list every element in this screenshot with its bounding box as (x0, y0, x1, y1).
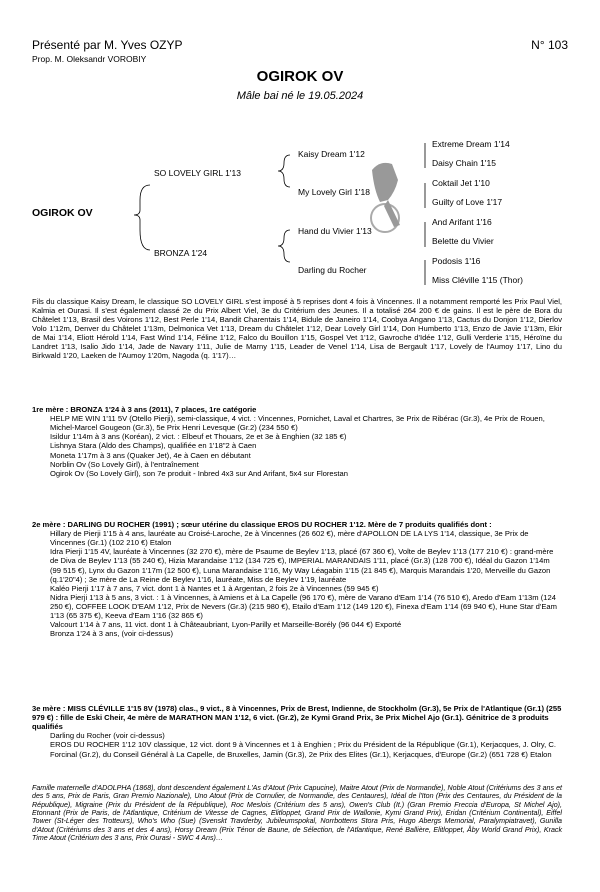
bracket-dam (278, 230, 290, 262)
pedigree-ggp-1: Extreme Dream 1'14 (432, 139, 510, 149)
third-dam-line: Darling du Rocher (voir ci-dessus) (50, 731, 165, 741)
horse-description: Mâle bai né le 19.05.2024 (236, 90, 364, 102)
lot-number: N° 103 (531, 38, 568, 52)
second-dam-line: Valcourt 1'14 à 7 ans, 11 vict. dont 1 à Châteaubriant, Lyon-Parilly et Marseille-Borély (96 044 €) Exporté (50, 620, 402, 630)
pedigree-sire: SO LOVELY GIRL 1'13 (154, 168, 241, 178)
bracket-sire (278, 155, 290, 187)
bracket-subject (134, 185, 150, 250)
horse-name: OGIROK OV (256, 68, 344, 85)
presenter-name: Présenté par M. Yves OZYP (32, 38, 183, 52)
sulky-icon (371, 163, 400, 232)
pedigree-subject: OGIROK OV (32, 207, 93, 219)
sire-paragraph: Fils du classique Kaisy Dream, le classique SO LOVELY GIRL s'est imposé à 5 reprises dont 4 fois à Vincennes. Il a notamment remporté les Prix Paul Viel, Kalmia et Ourasi. Il s'est également classé 2e du Prix Albert Viel, 3e du Critérium des Jeunes. Il a totalisé 264 200 € de gains. Il est le père de Bora du Châtelet 1'13, Brasil des Voirons 1'12, Best Perle 1'14, Bandit Charentais 1'14, Bidule de Janeiro 1'14, Coobya Angano 1'13, Cactus du Donjon 1'12, Dierlov Volo 1'12m, Denver du Châtelet 1'13m, Delmonica Vet 1'13, Dream du Châtelet 1'12, Dear Lovely Girl 1'14, Don Humberto 1'13, Enzo de Javie 1'13m, Ekir de Mai 1'14, Eliott Hérold 1'14, Fast Wind 1'14, Féline 1'12, Falco du Bouillon 1'15, Gospel Vet 1'12, Gavroche d'Idée 1'12, Gulli Verderie 1'15, Héroïne du Landret 1'13, Isalio Jido 1'14, Jade de Navary 1'11, Julie de Marny 1'15, Leader de Venel 1'14, Lisa de Bergault 1'17, Lovely de l'Aumoy 1'17, Lino du Birkwald 1'20, Laeken de l'Aumoy 1'20m, Nagoda (q. 1'17)… (32, 297, 562, 360)
first-dam-line: Ogirok Ov (So Lovely Girl), son 7e produit - Inbred 4x3 sur And Arifant, 5x4 sur Florestan (50, 468, 348, 478)
first-dam-line: Norblin Ov (So Lovely Girl), à l'entraînement (50, 459, 199, 469)
pedigree-ggp-8: Miss Cléville 1'15 (Thor) (432, 275, 523, 285)
first-dam-line: Lishnya Stara (Aldo des Champs), qualifiée en 1'18"2 à Caen (50, 441, 257, 451)
maternal-family-paragraph: Famille maternelle d'ADOLPHA (1868), dont descendent également L'As d'Atout (Prix Capucine), Maitre Atout (Prix de Normandie), Noble Atout (Critériums des 3 ans et des 5 ans, Prix de Paris, Gran Premio Nazionale), Uno Atout (Prix de Cornulier, de Normandie, des Centaures), Idéal de l'Iton (Prix des Centaures, du Président de la République), Migraine (Prix du Président de la République), Roc Meslois (Critérium des 5 ans), Owen's Club (It.) (Gran Premio Freccia d'Europa, St Michel Ajo), Etonnant (Prix de Paris, de l'Atlantique, Critérium de Vitesse de Cagnes, Elitloppet, Grand Prix de Wallonie, Kymi Grand Prix), Eridan (Critérium Continental), Eiffel Tower (St-Léger des Trotteurs), Who's Who (Sue) (Svenskt Travderby, Jubileumspokal, Norrbottens Stora Pris, Hugo Abergs Memorial, Paralympiatravet), Gunilla d'Atout (Critériums des 3 ans et des 4 ans), Horsy Dream (Prix Ténor de Baune, de Sélection, de l'Atlantique, René Ballière, Elitloppet, Åby World Grand Prix), Krack Time Atout (Critérium des 3 ans, Prix Ourasi - SWC 4 Ans)… (32, 784, 562, 843)
pedigree-sire-dam: My Lovely Girl 1'18 (298, 187, 371, 197)
third-dam-section (32, 704, 562, 759)
pedigree-ggp-3: Coktail Jet 1'10 (432, 178, 490, 188)
pedigree-ggp-2: Daisy Chain 1'15 (432, 158, 496, 168)
pedigree-ggp-6: Belette du Vivier (432, 236, 494, 246)
owner-name: Prop. M. Oleksandr VOROBIY (32, 54, 147, 64)
second-dam-line: Idra Pierji 1'15 4V, lauréate à Vincennes (32 270 €), mère de Psaume de Beylev 1'13, placé (67 360 €), Volte de Beylev 1'13 (177 210 €) : grand-mère de Diva de Beylev 1'13 (55 240 €), Hizia Marandaise 1'12 (134 725 €), IMPERIAL MARANDAIS 1'11, placé (Gr.3) (128 700 €), Idéal du Gazon 1'14m (99 515 €), Lynx du Gazon 1'17m (12 500 €), Luna Marandaise 1'16, My Way Léagabin 1'15 (21 845 €), Marquis Marandais 1'20, Merveille du Gazon (q.1'20"4) ; 3e mère de La Reine de Beylev 1'16, lauréate, Miss de Beylev 1'19, lauréate (50, 547, 554, 584)
first-dam-line: HELP ME WIN 1'11 5V (Otello Pierji), semi-classique, 4 vict. : Vincennes, Pornichet, Laval et Chartres, 3e Prix de Ribérac (Gr.3), 4e Prix de Rouen, Michel-Marcel Gougeon (Gr.3), 5e Prix Henri Levesque (Gr.2) (234 550 €) (50, 414, 545, 433)
pedigree-ggp-7: Podosis 1'16 (432, 256, 481, 266)
pedigree-dam-sire: Hand du Vivier 1'13 (298, 226, 372, 236)
presenter-block (32, 38, 183, 64)
pedigree-sire-sire: Kaisy Dream 1'12 (298, 149, 365, 159)
second-dam-line: Kaléo Pierji 1'17 à 7 ans, 7 vict. dont 1 à Nantes et 1 à Argentan, 2 fois 2e à Vincennes (59 945 €) (50, 583, 379, 593)
first-dam-line: Moneta 1'17m à 3 ans (Quaker Jet), 4e à Caen en débutant (50, 450, 251, 460)
first-dam-section (32, 405, 562, 478)
second-dam-heading: 2e mère : DARLING DU ROCHER (1991) ; sœur utérine du classique EROS DU ROCHER 1'12. Mère de 7 produits qualifiés dont : (32, 520, 492, 529)
first-dam-heading: 1re mère : BRONZA 1'24 à 3 ans (2011), 7 places, 1re catégorie (32, 405, 257, 414)
second-dam-line: Nidra Pierji 1'13 à 5 ans, 3 vict. : 1 à Vincennes, à Amiens et à La Capelle (96 170 €), mère de Varano d'Eam 1'14 (76 510 €), Aredo d'Eam 1'13m (124 250 €), COFFEE LOOK D'EAM 1'12, Prix de Nevers (Gr.3) (215 980 €), Etailo d'Eam 1'12 (149 120 €), Finexa d'Eam 1'14 (69 940 €), Hune Star d'Eam 1'13 (65 375 €), Keeva d'Eam 1'16 (32 865 €) (50, 592, 557, 621)
pedigree-ggp-4: Guilty of Love 1'17 (432, 197, 503, 207)
pedigree-dam-dam: Darling du Rocher (298, 265, 367, 275)
second-dam-line: Hillary de Pierji 1'15 à 4 ans, lauréate au Croisé-Laroche, 2e à Vincennes (26 602 €), mère d'APOLLON DE LA LYS 1'14, classique, 3e Prix de Vincennes (Gr.1) (102 210 €) Etalon (50, 529, 529, 548)
pedigree-dam: BRONZA 1'24 (154, 248, 208, 258)
third-dam-line: EROS DU ROCHER 1'12 10V classique, 12 vict. dont 9 à Vincennes et 1 à Enghien ; Prix du Président de la République (Gr.1), Kerjacques, J. Olry, C. Forcinal (Gr.2), du Conseil Général à La Capelle, de Bruxelles, Jamin (Gr.3), 2e Prix des Elites (Gr.1), Kerjacques, d'Europe (Gr.2) (651 728 €) Etalon (50, 740, 556, 759)
third-dam-heading: 3e mère : MISS CLÉVILLE 1'15 8V (1978) clas., 9 vict., 8 à Vincennes, Prix de Brest, Indienne, de Stockholm (Gr.3), 5e Prix de l'Atlantique (Gr.1) (255 979 €) : fille de Eski Cheir, 4e mère de MARATHON MAN 1'12, 6 vict. (Gr.2), 2e Kymi Grand Prix, 3e Prix Michel Ajo (Gr.1). Génitrice de 3 produits qualifiés (32, 704, 562, 732)
first-dam-line: Isildur 1'14m à 3 ans (Koréan), 2 vict. : Elbeuf et Thouars, 2e et 3e à Enghien (32 185 €) (50, 432, 347, 442)
second-dam-line: Bronza 1'24 à 3 ans, (voir ci-dessus) (50, 629, 174, 639)
pedigree-chart (0, 130, 600, 290)
pedigree-ggp-5: And Arifant 1'16 (432, 217, 492, 227)
second-dam-section (32, 520, 562, 638)
